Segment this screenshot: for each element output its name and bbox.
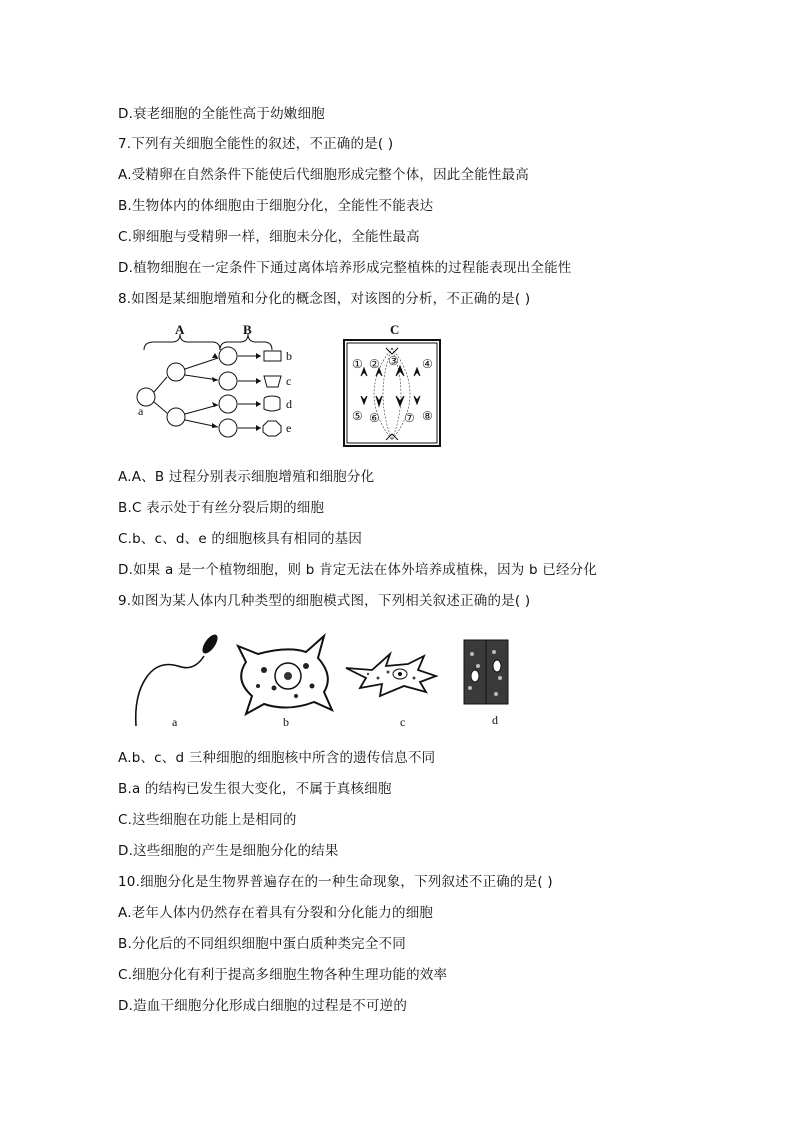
fig9-label-d: d — [492, 713, 498, 727]
fig9-label-b: b — [283, 715, 289, 729]
chromosome-number-2: ② — [369, 357, 380, 371]
chromosome-number-7: ⑦ — [404, 411, 415, 425]
chromosome-number-3: ③ — [388, 354, 399, 368]
label-A: A — [175, 322, 185, 337]
q8-option-c: C.b、c、d、e 的细胞核具有相同的基因 — [118, 531, 363, 547]
q7-option-d: D.植物细胞在一定条件下通过离体培养形成完整植株的过程能表现出全能性 — [118, 260, 572, 276]
cell-label-e: e — [286, 421, 292, 435]
q9-option-c: C.这些细胞在功能上是相同的 — [118, 812, 297, 828]
q10-option-d: D.造血干细胞分化形成白细胞的过程是不可逆的 — [118, 998, 408, 1014]
q10-option-c: C.细胞分化有利于提高多细胞生物各种生理功能的效率 — [118, 967, 448, 983]
label-C: C — [390, 322, 400, 337]
chromosome-number-5: ⑤ — [352, 409, 363, 423]
q7-option-a: A.受精卵在自然条件下能使后代细胞形成完整个体，因此全能性最高 — [118, 167, 529, 183]
q9-option-d: D.这些细胞的产生是细胞分化的结果 — [118, 843, 339, 859]
q8-stem: 8.如图是某细胞增殖和分化的概念图，对该图的分析，不正确的是( ) — [118, 291, 531, 307]
q8-option-d: D.如果 a 是一个植物细胞，则 b 肯定无法在体外培养成植株，因为 b 已经分化 — [118, 562, 598, 578]
q6-option-d: D.衰老细胞的全能性高于幼嫩细胞 — [118, 106, 325, 122]
q7-stem: 7.下列有关细胞全能性的叙述，不正确的是( ) — [118, 136, 394, 152]
q9-option-b: B.a 的结构已发生很大变化，不属于真核细胞 — [118, 781, 392, 797]
cell-label-c: c — [286, 374, 292, 388]
label-B: B — [243, 322, 252, 337]
chromosome-number-6: ⑥ — [369, 411, 380, 425]
chromosome-number-1: ① — [352, 357, 363, 371]
q10-stem: 10.细胞分化是生物界普遍存在的一种生命现象，下列叙述不正确的是( ) — [118, 874, 553, 890]
cell-label-d: d — [286, 397, 292, 411]
q10-option-a: A.老年人体内仍然存在着具有分裂和分化能力的细胞 — [118, 905, 434, 921]
fig9-label-a: a — [172, 715, 178, 729]
q8-option-b: B.C 表示处于有丝分裂后期的细胞 — [118, 500, 325, 516]
q8-option-a: A.A、B 过程分别表示细胞增殖和细胞分化 — [118, 469, 375, 485]
q7-option-b: B.生物体内的体细胞由于细胞分化，全能性不能表达 — [118, 198, 434, 214]
figure-9 — [128, 626, 528, 730]
cell-label-a: a — [138, 404, 144, 418]
cell-label-b: b — [286, 349, 292, 363]
q9-option-a: A.b、c、d 三种细胞的细胞核中所含的遗传信息不同 — [118, 750, 436, 766]
q9-stem: 9.如图为某人体内几种类型的细胞模式图，下列相关叙述正确的是( ) — [118, 593, 531, 609]
q10-option-b: B.分化后的不同组织细胞中蛋白质种类完全不同 — [118, 936, 406, 952]
chromosome-number-8: ⑧ — [422, 409, 433, 423]
fig9-label-c: c — [400, 715, 406, 729]
figure-8 — [128, 320, 448, 455]
q7-option-c: C.卵细胞与受精卵一样，细胞未分化，全能性最高 — [118, 229, 420, 245]
chromosome-number-4: ④ — [422, 357, 433, 371]
